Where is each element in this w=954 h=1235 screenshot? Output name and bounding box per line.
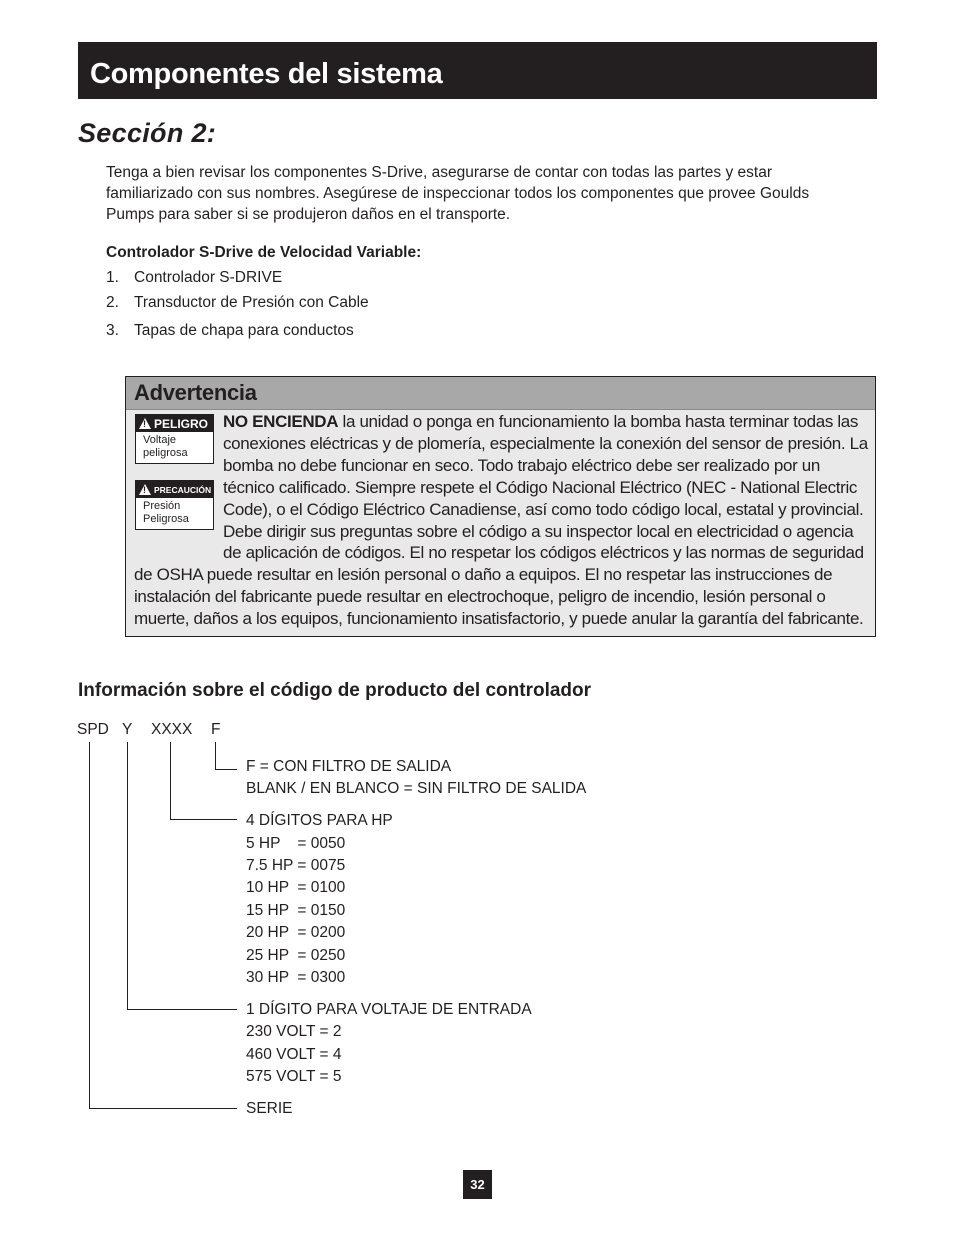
code-segment-voltage: Y — [122, 721, 133, 738]
product-code-heading: Información sobre el código de producto del controlador — [78, 680, 592, 701]
warning-text — [134, 411, 874, 630]
code-segment-filter: F — [211, 721, 221, 738]
intro-paragraph: Tenga a bien revisar los componentes S-Drive, asegurarse de contar con todas las partes y estar familiarizado con sus nombres. Asegúrese de inspeccionar todos los componentes que provee Goulds Pumps para saber si se produjeron daños en el transporte. — [106, 164, 810, 223]
hp-line: 10 HP = 0100 — [246, 879, 346, 896]
list-item-number: 3. — [106, 322, 119, 339]
connector-line — [170, 742, 171, 820]
filter-line: F = CON FILTRO DE SALIDA — [246, 758, 452, 775]
list-item-number: 1. — [106, 269, 119, 286]
page-title: Componentes del sistema — [90, 58, 443, 90]
hp-line: 4 DÍGITOS PARA HP — [246, 812, 393, 829]
header-bar — [78, 42, 877, 99]
hp-line: 7.5 HP = 0075 — [246, 857, 346, 874]
connector-line — [170, 819, 237, 820]
list-item — [106, 269, 282, 287]
code-segment-hp: XXXX — [151, 721, 193, 738]
danger-label-text: Voltaje peligrosa — [143, 434, 188, 459]
danger-label-title: PELIGRO — [154, 416, 209, 431]
hp-line: 5 HP = 0050 — [246, 835, 346, 852]
section-title: Sección 2: — [78, 118, 217, 148]
hp-line: 20 HP = 0200 — [246, 924, 346, 941]
list-item — [106, 322, 354, 340]
warning-header — [126, 377, 875, 410]
warning-lead: NO ENCIENDA — [223, 412, 339, 431]
connector-line — [127, 742, 128, 1010]
connector-line — [89, 1108, 237, 1109]
warning-triangle-icon: ! — [139, 418, 151, 429]
list-item — [106, 294, 369, 312]
warning-body: la unidad o ponga en funcionamiento la bomba hasta terminar todas las conexiones eléctricas y de plomería, especialmente la conexión del sensor de presión. La bomba no debe funcionar en seco. Todo trabajo eléctrico debe ser realizado por un técnico calificado. Siempre respete el Código Nacional Eléctrico (NEC - National Electric Code), o el Código Eléctrico Canadiense, así como todo código local, estatal y provincial. Debe dirigir sus preguntas sobre el código a su inspector local en electricidad o agencia de aplicación de códigos. El no respetar los códigos eléctricos y las normas de seguridad de OSHA puede resultar en lesión personal o daño a equipos. El no respetar las instrucciones de instalación del fabricante puede resultar en electrochoque, peligro de incendio, lesión personal o muerte, daños a los equipos, funcionamiento insatisfactorio, y puede anular la garantía del fabricante. — [134, 412, 868, 629]
connector-line — [89, 742, 90, 1109]
caution-label-title: PRECAUCIÓN — [154, 484, 212, 495]
hp-line: 30 HP = 0300 — [246, 969, 346, 986]
series-line: SERIE — [246, 1100, 293, 1117]
filter-line: BLANK / EN BLANCO = SIN FILTRO DE SALIDA — [246, 780, 587, 797]
connector-line — [215, 769, 237, 770]
list-item-label: Transductor de Presión con Cable — [134, 294, 369, 311]
voltage-line: 230 VOLT = 2 — [246, 1023, 342, 1040]
list-item-label: Tapas de chapa para conductos — [134, 322, 354, 339]
connector-line — [127, 1009, 237, 1010]
caution-label-text: Presión Peligrosa — [143, 500, 189, 525]
code-segment-series: SPD — [77, 721, 109, 738]
warning-triangle-icon: ! — [139, 484, 151, 495]
voltage-line: 575 VOLT = 5 — [246, 1068, 342, 1085]
voltage-line: 460 VOLT = 4 — [246, 1046, 342, 1063]
warning-title: Advertencia — [134, 380, 257, 405]
hp-line: 25 HP = 0250 — [246, 947, 346, 964]
connector-line — [215, 742, 216, 770]
voltage-line: 1 DÍGITO PARA VOLTAJE DE ENTRADA — [246, 1001, 532, 1018]
page-number: 32 — [463, 1170, 492, 1199]
components-heading: Controlador S-Drive de Velocidad Variable: — [106, 244, 422, 261]
hp-line: 15 HP = 0150 — [246, 902, 346, 919]
warning-box — [125, 376, 876, 637]
list-item-label: Controlador S-DRIVE — [134, 269, 283, 286]
list-item-number: 2. — [106, 294, 119, 311]
